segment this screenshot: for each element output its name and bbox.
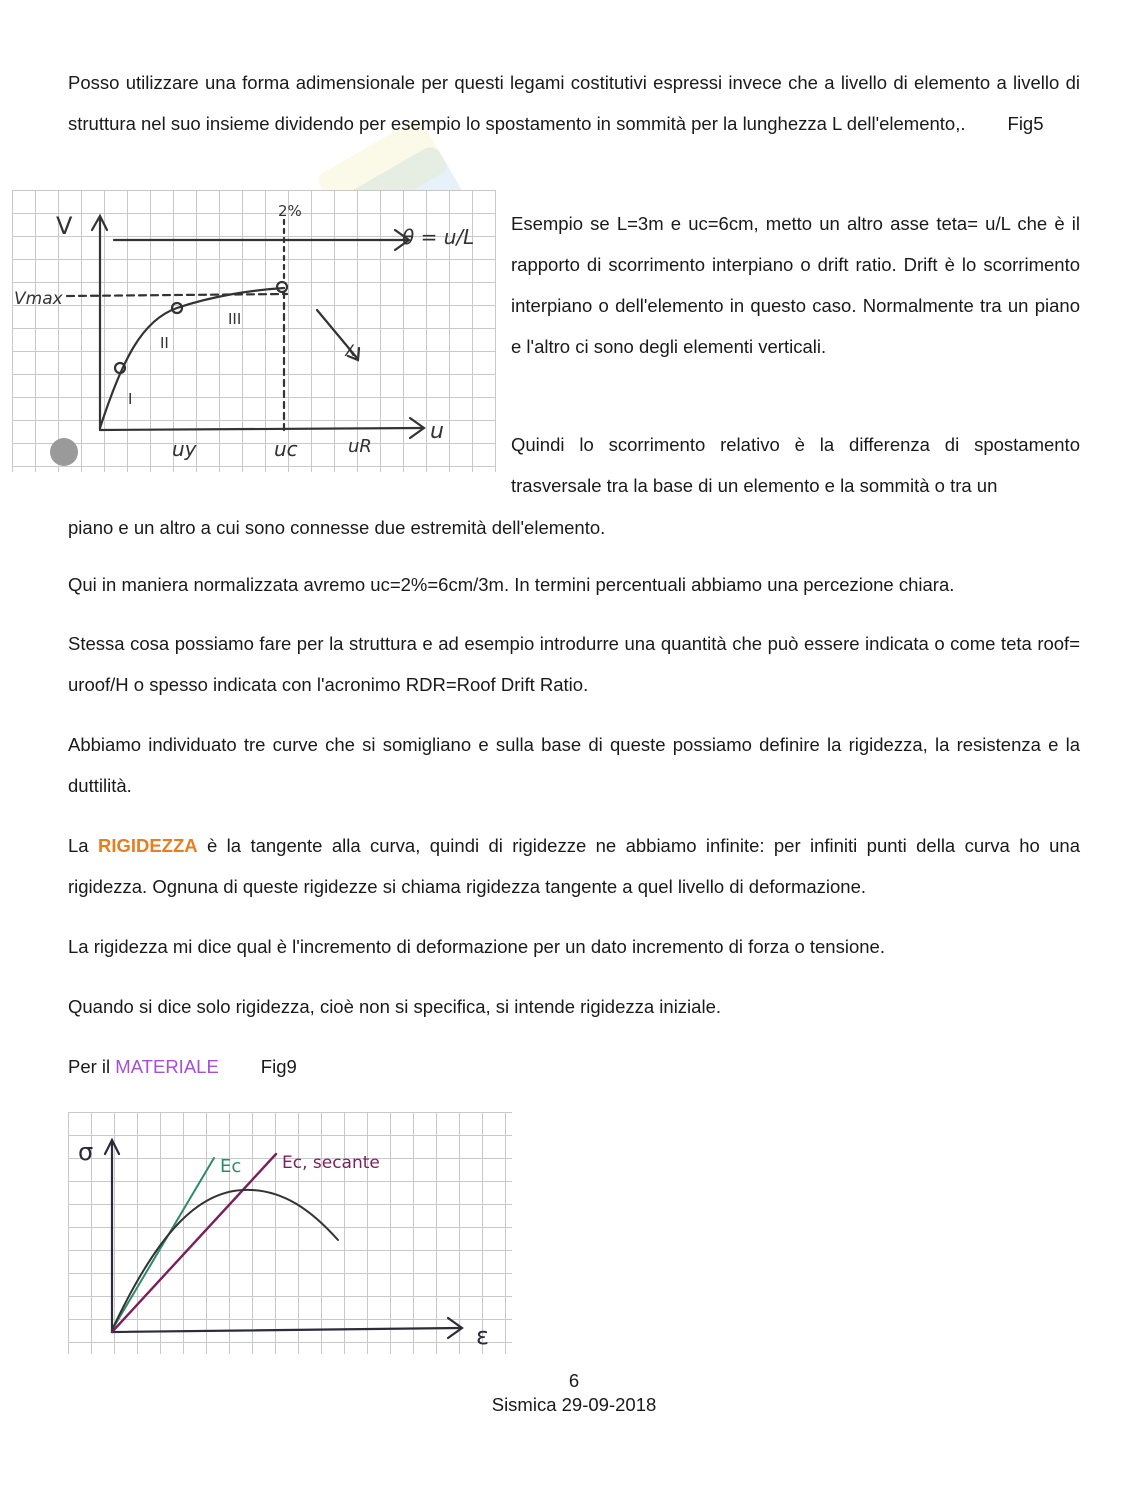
fig5-uc-label: uc (274, 437, 298, 461)
fig5-region-1: I (128, 390, 133, 408)
fig5-percent-label: 2% (278, 202, 302, 220)
fig9-epsilon-label: ε (476, 1322, 489, 1350)
figure-5-drawing (12, 190, 496, 472)
paragraph-4: Qui in maniera normalizzata avremo uc=2%=6cm/3m. In termini percentuali abbiamo una percezione chiara. (68, 574, 955, 595)
figure-9 (68, 1112, 512, 1354)
fig5-v-label: V (56, 212, 73, 240)
figure-9-drawing (68, 1112, 512, 1354)
figure-5 (12, 190, 496, 472)
fig9-ec-tangent-label: Ec (220, 1156, 242, 1177)
fig5-u-label: u (430, 419, 444, 444)
fig9-sigma-label: σ (78, 1138, 94, 1166)
materiale-keyword: MATERIALE (115, 1056, 219, 1077)
fig9-ec-secant-label: Ec, secante (282, 1153, 380, 1173)
paragraph-1-text: Posso utilizzare una forma adimensionale per questi legami costitutivi espressi invece che a livello di elemento a livello di struttura nel suo insieme dividendo per esempio lo spostamento in sommità per la lunghezza L dell'elemento,. (68, 72, 1080, 134)
paragraph-2: Esempio se L=3m e uc=6cm, metto un altro asse teta= u/L che è il rapporto di scorrimento interpiano o drift ratio. Drift è lo scorrimento interpiano o dell'elemento in questo caso. Normalmente tra un piano e l'altro ci sono degli elementi verticali. (511, 213, 1080, 357)
fig5-uy-label: uy (172, 437, 197, 461)
fig5-region-4: X (344, 341, 355, 360)
paragraph-6: Abbiamo individuato tre curve che si somigliano e sulla base di queste possiamo definire la rigidezza, la resistenza e la duttilità. (68, 734, 1080, 796)
fig5-reference: Fig5 (1007, 113, 1044, 134)
punch-hole-icon (50, 438, 78, 466)
fig5-ur-label: uR (348, 436, 372, 457)
page-number: 6 (568, 1370, 580, 1391)
footer-text: Sismica 29-09-2018 (491, 1394, 657, 1415)
fig5-region-3: III (228, 310, 242, 328)
paragraph-7-post: è la tangente alla curva, quindi di rigidezze ne abbiamo infinite: per infiniti punti della curva ho una rigidezza. Ognuna di queste rigidezze si chiama rigidezza tangente a quel livello di deformazione. (68, 835, 1080, 897)
paragraph-5: Stessa cosa possiamo fare per la struttura e ad esempio introdurre una quantità che può essere indicata o come teta roof= uroof/H o spesso indicata con l'acronimo RDR=Roof Drift Ratio. (68, 633, 1080, 695)
paragraph-10 (68, 1046, 1080, 1087)
fig9-reference: Fig9 (260, 1056, 297, 1077)
paragraph-3a: Quindi lo scorrimento relativo è la differenza di spostamento trasversale tra la base di un elemento e la sommità o tra un (511, 434, 1080, 496)
paragraph-7 (68, 825, 1080, 907)
paragraph-10-pre: Per il (68, 1056, 116, 1077)
paragraph-3b: piano e un altro a cui sono connesse due estremità dell'elemento. (68, 517, 606, 538)
fig5-theta-label: θ = u/L (402, 225, 475, 249)
rigidezza-keyword: RIGIDEZZA (97, 835, 198, 856)
fig5-region-2: II (160, 334, 169, 352)
fig5-vmax-label: Vmax (14, 289, 63, 309)
paragraph-7-pre: La (68, 835, 98, 856)
paragraph-8: La rigidezza mi dice qual è l'incremento di deformazione per un dato incremento di forza o tensione. (68, 936, 885, 957)
paragraph-9: Quando si dice solo rigidezza, cioè non si specifica, si intende rigidezza iniziale. (68, 996, 721, 1017)
paragraph-1 (68, 62, 1080, 144)
